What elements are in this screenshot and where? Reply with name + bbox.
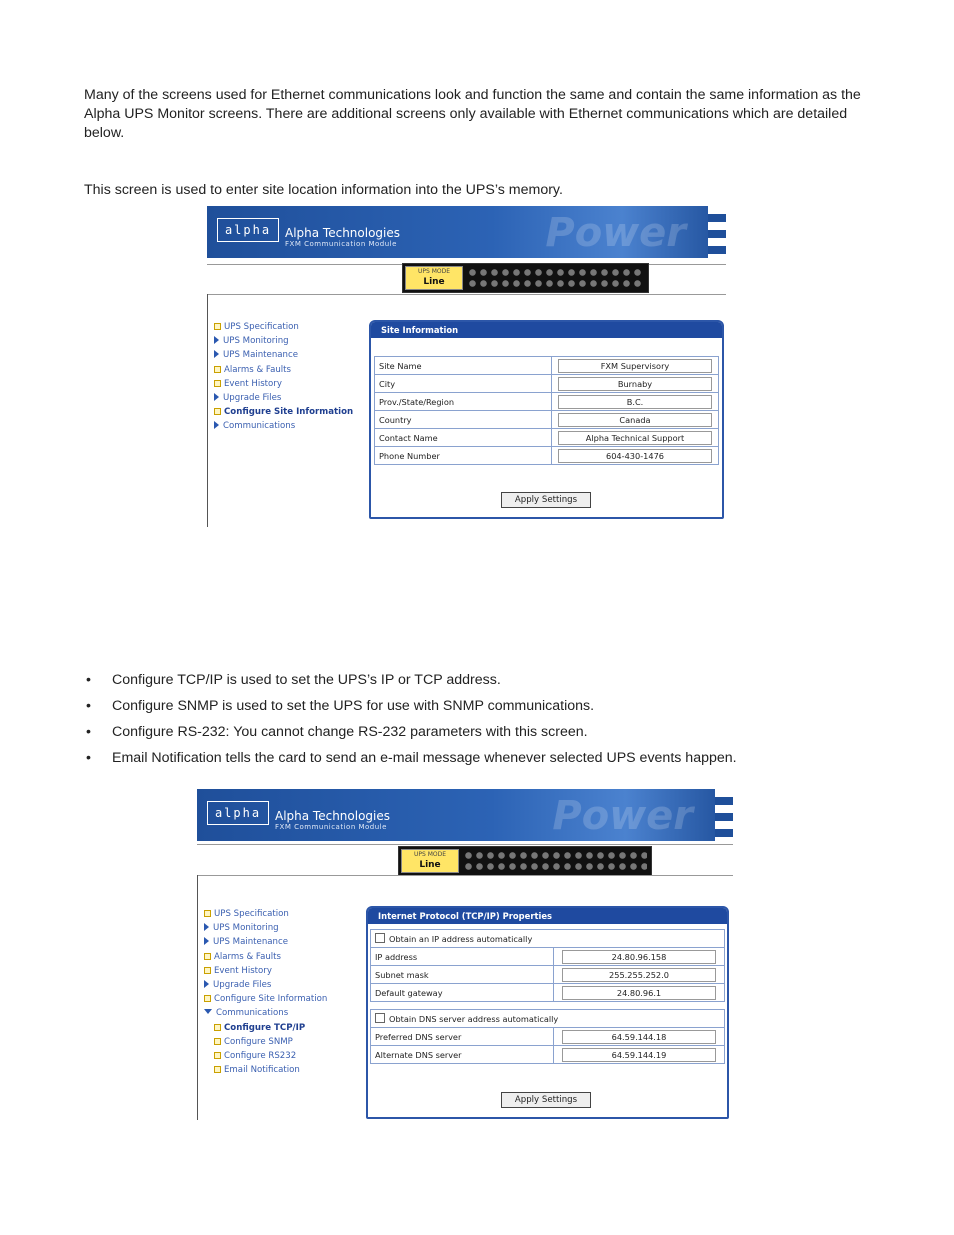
- site-name-field[interactable]: FXM Supervisory: [558, 359, 712, 373]
- nav-configure-snmp[interactable]: Configure SNMP: [204, 1035, 327, 1049]
- feature-list: [84, 670, 884, 774]
- form-row: [375, 447, 719, 465]
- phone-number-field[interactable]: 604-430-1476: [558, 449, 712, 463]
- form-row: [375, 357, 719, 375]
- obtain-dns-automatically-label: Obtain DNS server address automatically: [389, 1014, 559, 1024]
- dns-settings-form: [370, 1009, 725, 1064]
- form-row: [371, 1046, 725, 1064]
- sidebar-nav: [204, 907, 327, 1077]
- header-banner: [197, 789, 733, 841]
- obtain-dns-automatically-checkbox[interactable]: [375, 1013, 385, 1023]
- document-icon: [204, 967, 211, 974]
- default-gateway-field[interactable]: 24.80.96.1: [562, 986, 716, 1000]
- region-field[interactable]: B.C.: [558, 395, 712, 409]
- form-row: [375, 393, 719, 411]
- document-icon: [214, 1038, 221, 1045]
- form-row: [371, 930, 725, 948]
- document-icon: [214, 1052, 221, 1059]
- document-icon: [214, 323, 221, 330]
- field-label: Contact Name: [375, 429, 552, 447]
- intro-paragraph: Many of the screens used for Ethernet communications look and function the same and contain the same information as the Alpha UPS Monitor screens. There are additional screens only available with Ethernet communications which are detailed below.: [84, 87, 861, 141]
- list-item: • Configure RS-232: You cannot change RS-232 parameters with this screen.: [84, 722, 884, 748]
- led-indicators: [467, 267, 644, 289]
- document-icon: [214, 1066, 221, 1073]
- preferred-dns-field[interactable]: 64.59.144.18: [562, 1030, 716, 1044]
- nav-ups-monitoring[interactable]: UPS Monitoring: [204, 921, 327, 935]
- field-label: City: [375, 375, 552, 393]
- site-information-form: [374, 356, 719, 465]
- document-icon: [214, 408, 221, 415]
- obtain-ip-automatically-checkbox[interactable]: [375, 933, 385, 943]
- ip-address-field[interactable]: 24.80.96.158: [562, 950, 716, 964]
- nav-event-history[interactable]: Event History: [214, 377, 353, 391]
- field-label: Subnet mask: [371, 966, 554, 984]
- header-banner: [207, 206, 726, 258]
- site-information-screenshot: [207, 206, 726, 527]
- field-label: Preferred DNS server: [371, 1028, 554, 1046]
- apply-settings-button[interactable]: Apply Settings: [501, 492, 591, 508]
- arrow-right-icon: [214, 350, 219, 358]
- list-item: • Email Notification tells the card to send an e-mail message whenever selected UPS events happen.: [84, 748, 884, 774]
- company-name: Alpha Technologies: [275, 809, 391, 823]
- field-label: Default gateway: [371, 984, 554, 1002]
- power-watermark: Power: [545, 210, 686, 256]
- document-icon: [204, 995, 211, 1002]
- ups-mode-label: UPS MODE: [417, 268, 451, 275]
- tcpip-properties-screenshot: [197, 789, 733, 1120]
- apply-settings-button[interactable]: Apply Settings: [501, 1092, 591, 1108]
- nav-upgrade-files[interactable]: Upgrade Files: [214, 391, 353, 405]
- document-icon: [204, 953, 211, 960]
- panel-title: Site Information: [371, 322, 722, 338]
- nav-alarms-faults[interactable]: Alarms & Faults: [204, 950, 327, 964]
- field-label: Prov./State/Region: [375, 393, 552, 411]
- document-icon: [214, 1024, 221, 1031]
- module-name: FXM Communication Module: [275, 823, 387, 831]
- nav-ups-maintenance[interactable]: UPS Maintenance: [204, 935, 327, 949]
- alpha-logo: alpha: [207, 801, 269, 825]
- nav-alarms-faults[interactable]: Alarms & Faults: [214, 363, 353, 377]
- nav-ups-specification[interactable]: UPS Specification: [214, 320, 353, 334]
- ups-mode-value: Line: [423, 277, 445, 287]
- document-icon: [214, 380, 221, 387]
- ups-mode-value: Line: [419, 860, 441, 870]
- alpha-logo: alpha: [217, 218, 279, 242]
- panel-title: Internet Protocol (TCP/IP) Properties: [368, 908, 727, 924]
- site-information-panel: [369, 320, 724, 519]
- ups-mode-label: UPS MODE: [413, 851, 447, 858]
- nav-event-history[interactable]: Event History: [204, 964, 327, 978]
- arrow-right-icon: [204, 923, 209, 931]
- led-indicators: [463, 850, 647, 872]
- form-row: [371, 948, 725, 966]
- nav-configure-site-information[interactable]: Configure Site Information: [204, 992, 327, 1006]
- module-name: FXM Communication Module: [285, 240, 397, 248]
- field-label: IP address: [371, 948, 554, 966]
- nav-upgrade-files[interactable]: Upgrade Files: [204, 978, 327, 992]
- nav-email-notification[interactable]: Email Notification: [204, 1063, 327, 1077]
- nav-configure-tcpip[interactable]: Configure TCP/IP: [204, 1021, 327, 1035]
- arrow-right-icon: [214, 421, 219, 429]
- list-item: • Configure TCP/IP is used to set the UPS’s IP or TCP address.: [84, 670, 884, 696]
- obtain-ip-automatically-label: Obtain an IP address automatically: [389, 934, 533, 944]
- subnet-mask-field[interactable]: 255.255.252.0: [562, 968, 716, 982]
- field-label: Phone Number: [375, 447, 552, 465]
- nav-configure-rs232[interactable]: Configure RS232: [204, 1049, 327, 1063]
- arrow-right-icon: [204, 980, 209, 988]
- nav-ups-maintenance[interactable]: UPS Maintenance: [214, 348, 353, 362]
- form-row: [371, 966, 725, 984]
- document-icon: [214, 366, 221, 373]
- ups-mode-display: [402, 263, 649, 293]
- nav-configure-site-information[interactable]: Configure Site Information: [214, 405, 353, 419]
- arrow-right-icon: [214, 336, 219, 344]
- arrow-down-icon: [204, 1009, 212, 1014]
- alternate-dns-field[interactable]: 64.59.144.19: [562, 1048, 716, 1062]
- list-item: • Configure SNMP is used to set the UPS for use with SNMP communications.: [84, 696, 884, 722]
- nav-ups-specification[interactable]: UPS Specification: [204, 907, 327, 921]
- field-label: Site Name: [375, 357, 552, 375]
- country-field[interactable]: Canada: [558, 413, 712, 427]
- arrow-right-icon: [204, 937, 209, 945]
- form-row: [375, 411, 719, 429]
- form-row: [371, 1010, 725, 1028]
- arrow-right-icon: [214, 393, 219, 401]
- ip-settings-form: [370, 929, 725, 1002]
- nav-ups-monitoring[interactable]: UPS Monitoring: [214, 334, 353, 348]
- field-label: Country: [375, 411, 552, 429]
- power-watermark: Power: [552, 793, 693, 839]
- sidebar-nav: [214, 320, 353, 434]
- checker-graphic: [708, 206, 726, 258]
- tcpip-properties-panel: [366, 906, 729, 1119]
- ups-mode-display: [398, 846, 652, 876]
- document-icon: [204, 910, 211, 917]
- nav-communications[interactable]: Communications: [204, 1006, 327, 1020]
- city-field[interactable]: Burnaby: [558, 377, 712, 391]
- field-label: Alternate DNS server: [371, 1046, 554, 1064]
- checker-graphic: [715, 789, 733, 841]
- contact-name-field[interactable]: Alpha Technical Support: [558, 431, 712, 445]
- site-intro-paragraph: This screen is used to enter site location information into the UPS’s memory.: [84, 182, 563, 198]
- form-row: [371, 1028, 725, 1046]
- form-row: [375, 375, 719, 393]
- form-row: [375, 429, 719, 447]
- nav-communications[interactable]: Communications: [214, 419, 353, 433]
- company-name: Alpha Technologies: [285, 226, 401, 240]
- form-row: [371, 984, 725, 1002]
